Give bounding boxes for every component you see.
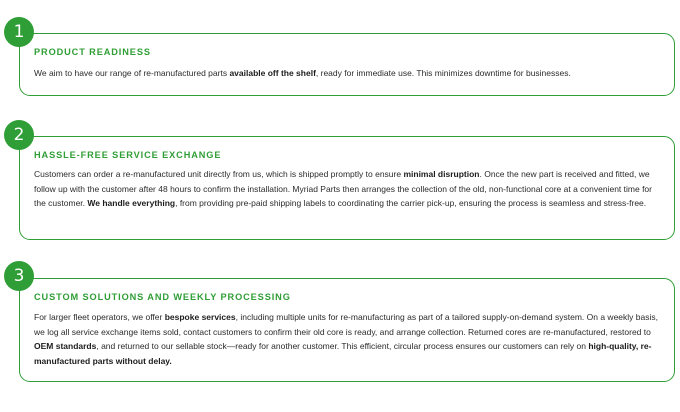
section-body [34, 167, 662, 211]
body-text: , and returned to our sellable stock—ready for another customer. This efficient, circular process ensures our customers can rely on [96, 341, 589, 352]
emphasis-text: high-quality, re-manufactured parts without delay. [34, 341, 652, 366]
step-number-badge: 2 [4, 120, 34, 150]
body-text: , from providing pre-paid shipping labels to coordinating the carrier pick-up, ensuring the process is seamless and stress-free. [175, 198, 647, 209]
emphasis-text: available off the shelf [229, 68, 316, 78]
body-text: We aim to have our range of re-manufactured parts [34, 68, 230, 78]
emphasis-text: We handle everything [87, 198, 176, 209]
section-title: HASSLE-FREE SERVICE EXCHANGE [34, 150, 222, 160]
emphasis-text: bespoke services [164, 312, 236, 322]
body-text: , ready for immediate use. This minimizes downtime for businesses. [315, 68, 571, 78]
section-card-service-exchange [19, 136, 675, 240]
section-title: CUSTOM SOLUTIONS AND WEEKLY PROCESSING [34, 292, 291, 302]
section-body [34, 66, 662, 81]
body-text: . Once the new part is received and fitted, we follow up with the customer after 48 hours to confirm the installation. Myriad Parts then arranges the collection of the old, non-functional core at a convenient time for the customer. [34, 169, 652, 209]
emphasis-text: OEM standards [34, 341, 97, 352]
section-card-custom-solutions [19, 278, 675, 382]
section-body [34, 310, 662, 368]
emphasis-text: minimal disruption [403, 169, 480, 179]
step-number-badge: 1 [4, 17, 34, 47]
body-text: Customers can order a re-manufactured unit directly from us, which is shipped promptly to ensure [34, 169, 404, 179]
body-text: , including multiple units for re-manufacturing as part of a tailored supply-on-demand system. On a weekly basis, we log all service exchange items sold, contact customers to confirm their old core is ready, and arrange collection. Returned cores are re-manufactured, restored to [34, 312, 658, 337]
section-title: PRODUCT READINESS [34, 47, 151, 57]
section-card-product-readiness [19, 33, 675, 96]
step-number-badge: 3 [4, 261, 34, 291]
body-text: For larger fleet operators, we offer [34, 312, 165, 322]
